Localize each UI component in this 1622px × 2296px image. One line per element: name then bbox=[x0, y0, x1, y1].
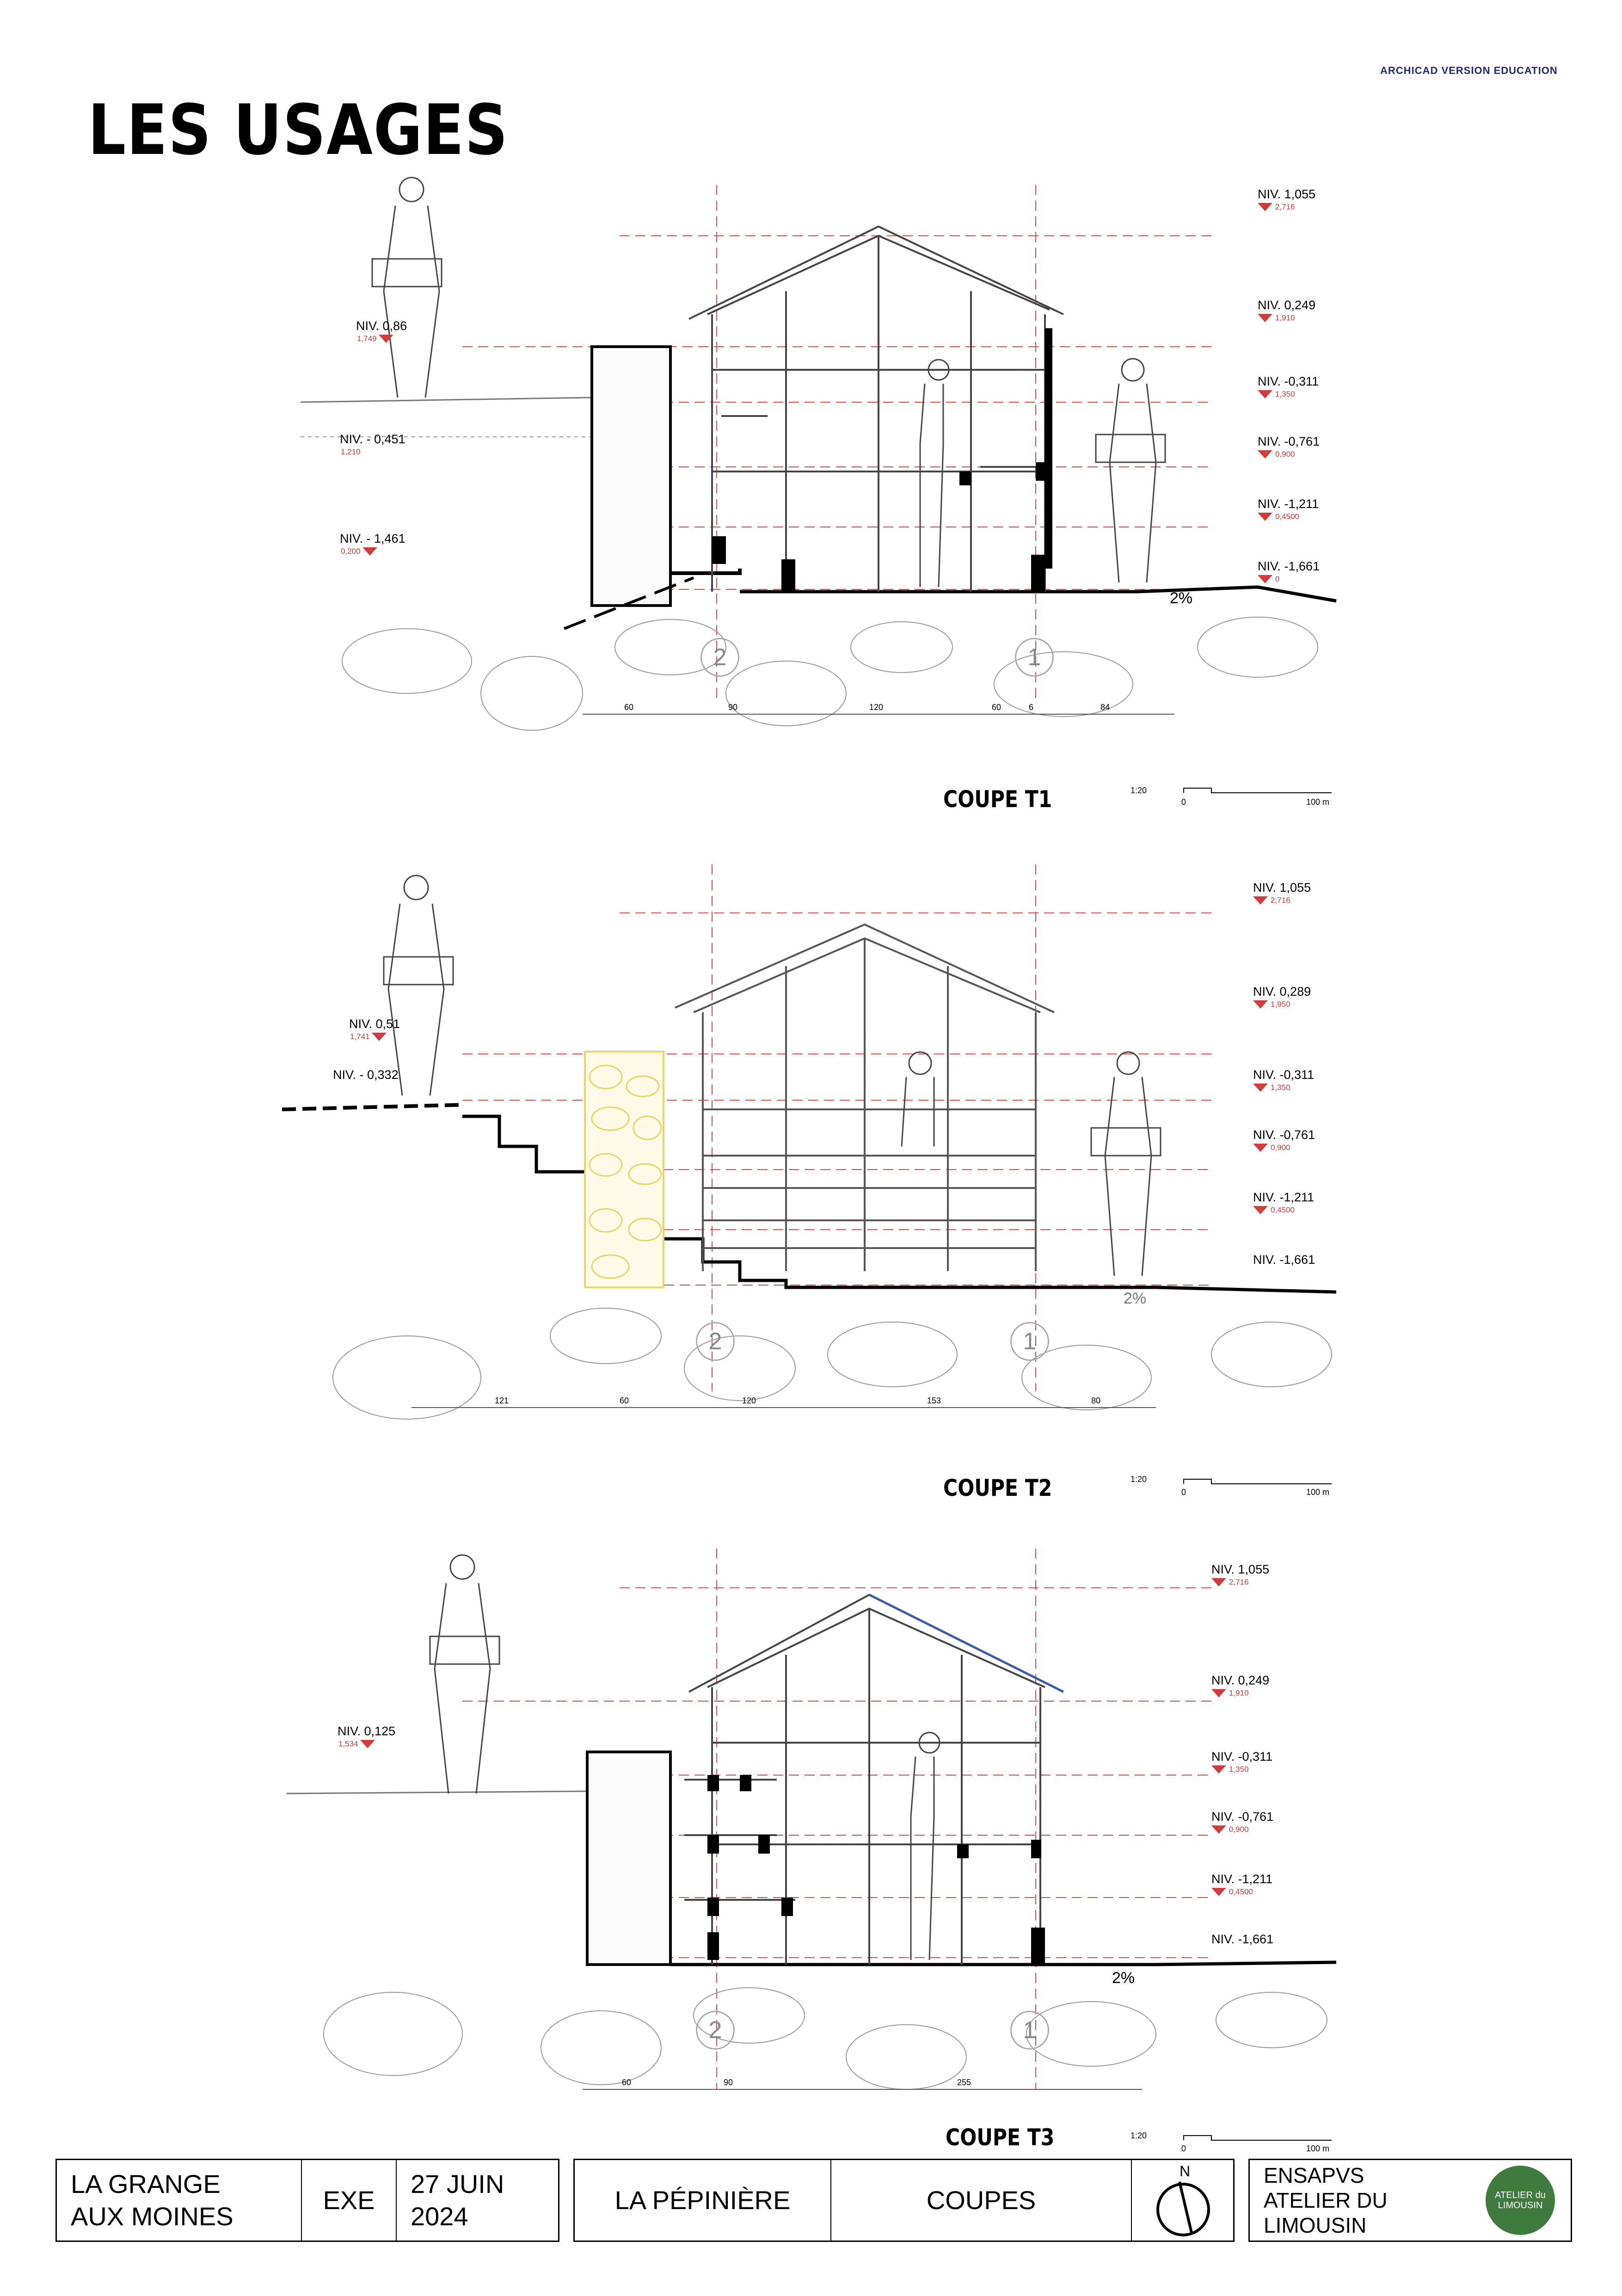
level-marker: NIV. 0,289 1,950 bbox=[1253, 985, 1311, 1009]
dimension: 120 bbox=[742, 1396, 756, 1405]
scale-label: 1:20 bbox=[1130, 1475, 1147, 1484]
project-name: LA GRANGE AUX MOINES bbox=[57, 2160, 302, 2241]
dimension: 60 bbox=[992, 703, 1001, 712]
level-marker: NIV. -0,761 0,900 bbox=[1253, 1128, 1315, 1152]
level-marker: NIV. -1,661 bbox=[1253, 1253, 1315, 1267]
dimension: 121 bbox=[495, 1396, 509, 1405]
grid-marker: 1 bbox=[1015, 638, 1054, 677]
dimension: 90 bbox=[728, 703, 738, 712]
dimension: 6 bbox=[1029, 703, 1034, 712]
north-arrow bbox=[1132, 2160, 1235, 2241]
dimension: 153 bbox=[927, 1396, 941, 1405]
level-marker: NIV. 1,055 2,716 bbox=[1211, 1562, 1270, 1586]
section-title: COUPE T2 bbox=[943, 1475, 1052, 1501]
grid-marker: 2 bbox=[696, 1322, 735, 1361]
scale-start: 0 bbox=[1181, 797, 1186, 807]
page-title: LES USAGES bbox=[88, 90, 509, 171]
level-marker: NIV. 1,055 2,716 bbox=[1253, 881, 1311, 905]
level-marker: NIV. -1,211 0,4500 bbox=[1253, 1190, 1315, 1214]
dimension: 255 bbox=[957, 2078, 971, 2087]
level-marker: NIV. 0,249 1,910 bbox=[1211, 1673, 1270, 1697]
level-marker: NIV. - 0,332 bbox=[333, 1068, 399, 1082]
section-title: COUPE T1 bbox=[943, 786, 1052, 813]
dimension: 80 bbox=[1091, 1396, 1101, 1405]
date: 27 JUIN 2024 bbox=[411, 2169, 504, 2231]
dimension: 60 bbox=[624, 703, 634, 712]
scale-end: 100 m bbox=[1306, 2144, 1330, 2153]
section-t1-drawing bbox=[0, 176, 1622, 823]
section-t1 bbox=[0, 176, 1622, 823]
element-name: LA PÉPINIÈRE bbox=[575, 2160, 831, 2241]
scale-end: 100 m bbox=[1306, 1488, 1330, 1497]
level-marker: NIV. 0,125 1,534 bbox=[338, 1724, 396, 1748]
level-marker: NIV. 0,249 1,910 bbox=[1258, 298, 1316, 322]
scale-start: 0 bbox=[1181, 1488, 1186, 1497]
grid-marker: 2 bbox=[700, 638, 739, 677]
level-marker: NIV. -0,761 0,900 bbox=[1258, 435, 1320, 459]
school-logo: ATELIER du LIMOUSIN bbox=[1486, 2166, 1555, 2235]
section-t2-drawing bbox=[0, 869, 1622, 1516]
dimension: 120 bbox=[869, 703, 884, 712]
level-marker: NIV. -1,211 0,4500 bbox=[1211, 1872, 1273, 1896]
dimension: 90 bbox=[724, 2078, 733, 2087]
level-marker: NIV. -1,661 bbox=[1211, 1932, 1274, 1946]
level-marker: NIV. -0,311 1,350 bbox=[1211, 1750, 1273, 1774]
level-marker: NIV. 1,055 2,716 bbox=[1258, 187, 1316, 211]
level-marker: NIV. 0,86 1,749 bbox=[356, 319, 407, 343]
dimension: 60 bbox=[620, 1396, 629, 1405]
grid-marker: 2 bbox=[696, 2011, 735, 2050]
north-arrow-icon bbox=[1151, 2163, 1216, 2237]
grid-marker: 1 bbox=[1010, 2011, 1049, 2050]
level-marker: NIV. -0,311 1,350 bbox=[1258, 374, 1319, 398]
level-marker: NIV. 0,51 1,741 bbox=[349, 1017, 400, 1041]
scale-label: 1:20 bbox=[1130, 786, 1147, 795]
section-t3-drawing bbox=[0, 1549, 1622, 2149]
level-marker: NIV. -0,761 0,900 bbox=[1211, 1810, 1274, 1834]
grid-marker: 1 bbox=[1010, 1322, 1049, 1361]
title-block-left bbox=[55, 2159, 559, 2242]
scale-end: 100 m bbox=[1306, 797, 1330, 807]
section-t2 bbox=[0, 869, 1622, 1516]
section-t3 bbox=[0, 1549, 1622, 2153]
level-marker: NIV. -1,661 0 bbox=[1258, 559, 1320, 583]
slope-label: 2% bbox=[1170, 589, 1193, 607]
title-block-middle bbox=[573, 2159, 1235, 2242]
slope-label: 2% bbox=[1112, 1969, 1135, 1987]
scale-label: 1:20 bbox=[1130, 2131, 1147, 2140]
title-block-right bbox=[1248, 2159, 1572, 2242]
scale-start: 0 bbox=[1181, 2144, 1186, 2153]
school-name: ENSAPVS ATELIER DU LIMOUSIN bbox=[1264, 2163, 1388, 2237]
dimension: 60 bbox=[622, 2078, 632, 2087]
level-marker: NIV. - 1,461 0,200 bbox=[340, 532, 406, 556]
level-marker: NIV. -0,311 1,350 bbox=[1253, 1068, 1315, 1092]
sheet-name: COUPES bbox=[831, 2160, 1132, 2241]
slope-label: 2% bbox=[1124, 1290, 1147, 1307]
svg-text:N: N bbox=[1180, 2163, 1191, 2180]
phase: EXE bbox=[302, 2160, 397, 2241]
edition-label: ARCHICAD VERSION EDUCATION bbox=[1380, 65, 1558, 76]
level-marker: NIV. -1,211 0,4500 bbox=[1258, 497, 1319, 521]
section-title: COUPE T3 bbox=[946, 2124, 1055, 2151]
dimension: 84 bbox=[1100, 703, 1110, 712]
level-marker: NIV. - 0,451 1,210 bbox=[340, 432, 406, 456]
